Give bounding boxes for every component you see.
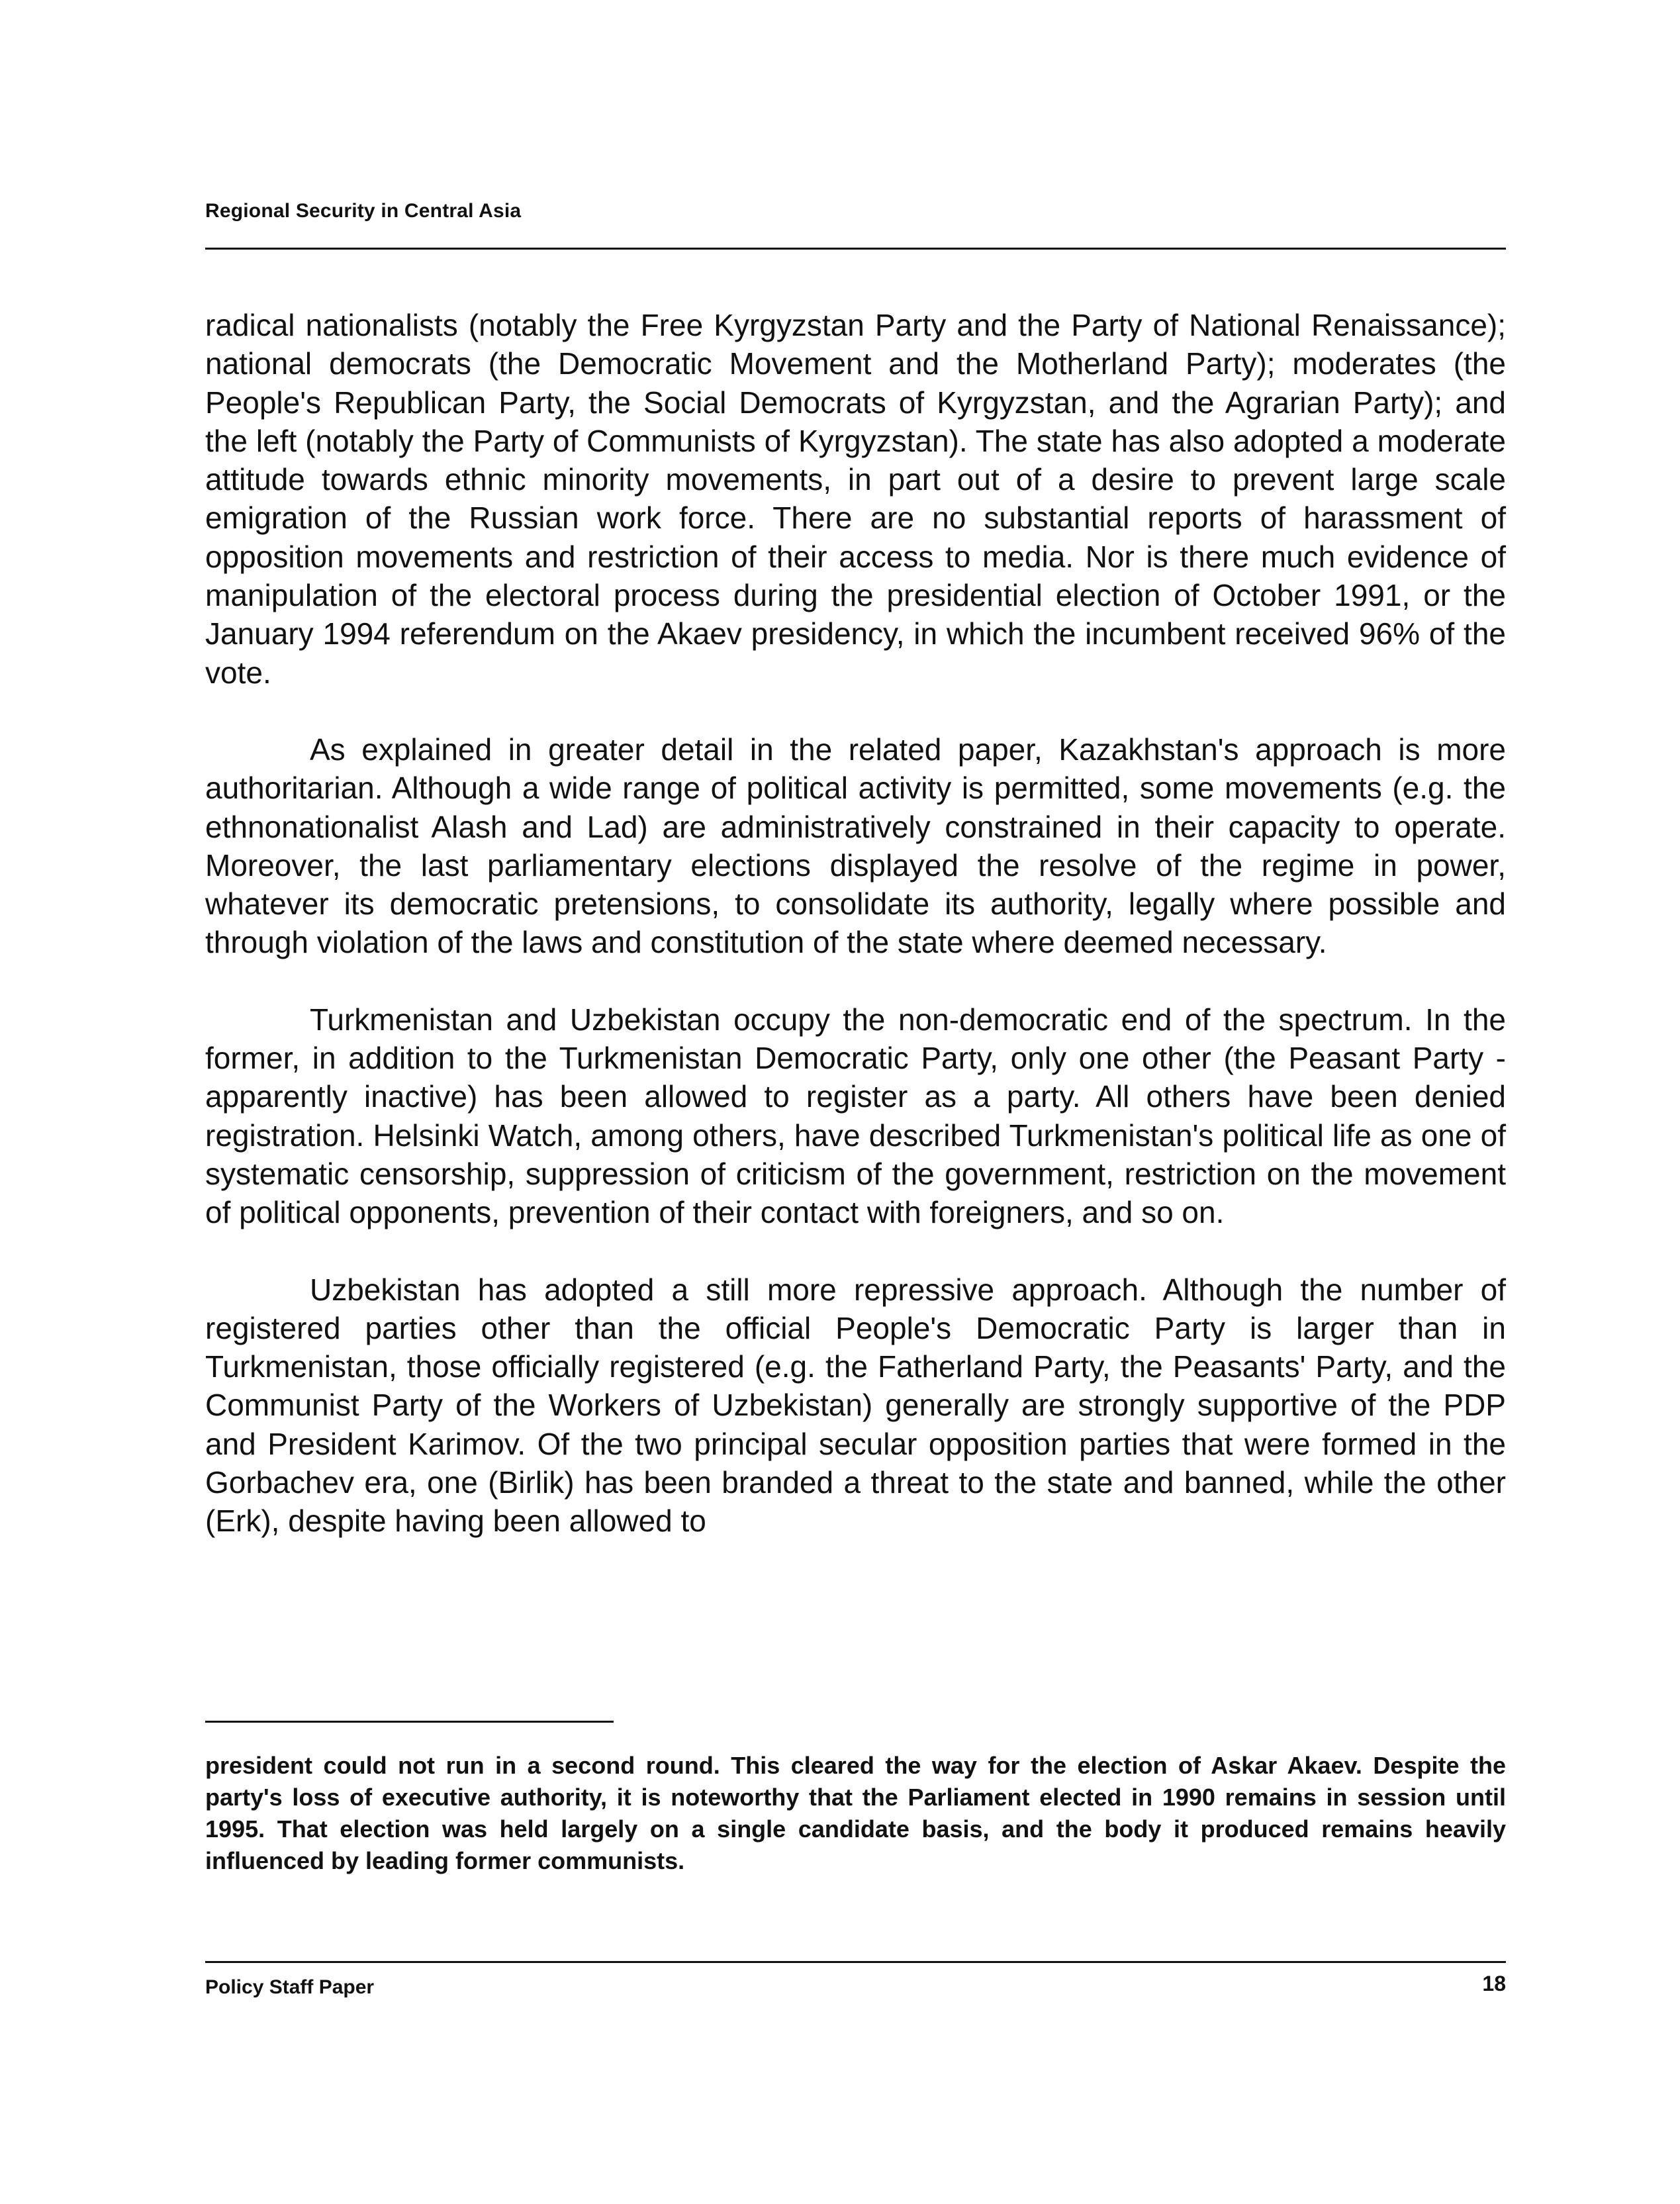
paragraph-4: Uzbekistan has adopted a still more repressive approach. Although the number of registered parties other than the official People's Democratic Party is larger than in Turkmenistan, those officially registered (e.g. the Fatherland Party, the Peasants' Party, and the Communist Party of the Workers of Uzbekistan) generally are strongly supportive of the PDP and President Karimov. Of the two principal secular opposition parties that were formed in the Gorbachev era, one (Birlik) has been branded a threat to the state and banned, while the other (Erk), despite having been allowed to <box>205 1272 1506 1539</box>
paragraph-1: radical nationalists (notably the Free Kyrgyzstan Party and the Party of National Renaissance); national democrats (the Democratic Movement and the Motherland Party); moderates (the People's Republican Party, the Social Democrats of Kyrgyzstan, and the Agrarian Party); and the left (notably the Party of Communists of Kyrgyzstan). The state has also adopted a moderate attitude towards ethnic minority movements, in part out of a desire to prevent large scale emigration of the Russian work force. There are no substantial reports of harassment of opposition movements and restriction of their access to media. Nor is there much evidence of manipulation of the electoral process during the presidential election of October 1991, or the January 1994 referendum on the Akaev presidency, in which the incumbent received 96% of the vote. <box>205 308 1506 690</box>
footnote-separator <box>205 1721 614 1723</box>
page-number: 18 <box>1482 1972 1506 1995</box>
body-text <box>205 306 1506 1579</box>
footnote-text: president could not run in a second round. This cleared the way for the election of Askar Akaev. Despite the party's loss of executive authority, it is noteworthy that the Parliament elected in 1990 remains in session until 1995. That election was held largely on a single candidate basis, and the body it produced remains heavily influenced by leading former communists. <box>205 1752 1506 1874</box>
footer-rule <box>205 1961 1506 1963</box>
header-rule <box>205 248 1506 250</box>
paragraph-2: As explained in greater detail in the related paper, Kazakhstan's approach is more authoritarian. Although a wide range of political activity is permitted, some movements (e.g. the ethnonationalist Alash and Lad) are administratively constrained in their capacity to operate. Moreover, the last parliamentary elections displayed the resolve of the regime in power, whatever its democratic pretensions, to consolidate its authority, legally where possible and through violation of the laws and constitution of the state where deemed necessary. <box>205 732 1506 960</box>
paragraph-3: Turkmenistan and Uzbekistan occupy the non-democratic end of the spectrum. In the former, in addition to the Turkmenistan Democratic Party, only one other (the Peasant Party - apparently inactive) has been allowed to register as a party. All others have been denied registration. Helsinki Watch, among others, have described Turkmenistan's political life as one of systematic censorship, suppression of criticism of the government, restriction on the movement of political opponents, prevention of their contact with foreigners, and so on. <box>205 1002 1506 1230</box>
footer-publication: Policy Staff Paper <box>205 1976 375 1998</box>
running-header-title: Regional Security in Central Asia <box>205 200 522 222</box>
